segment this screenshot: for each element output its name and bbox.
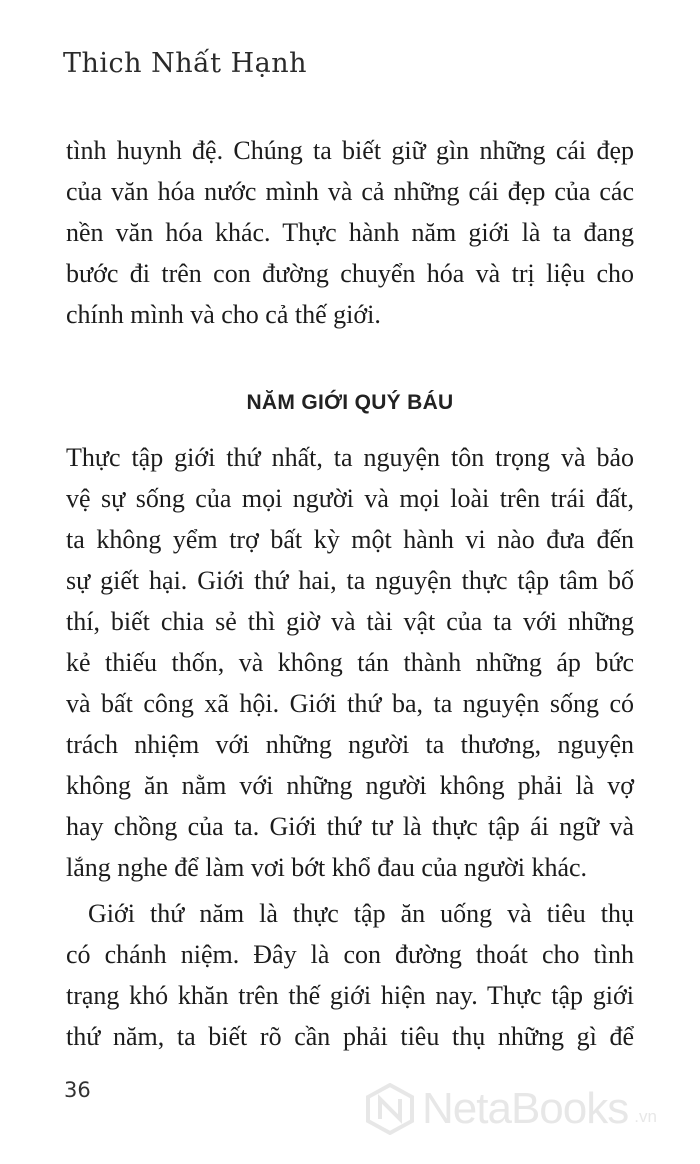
text-line: vệ sự sống của mọi người và mọi loài trên trái đất, (66, 484, 634, 513)
text-line: không ăn nằm với những người không phải là vợ (66, 771, 634, 800)
paragraph-1 (66, 130, 634, 335)
watermark-logo-icon (364, 1083, 416, 1135)
text-line: và bất công xã hội. Giới thứ ba, ta nguyện sống có (66, 689, 634, 718)
text-line: thí, biết chia sẻ thì giờ và tài vật của ta với những (66, 607, 634, 636)
text-line: Thực tập giới thứ nhất, ta nguyện tôn trọng và bảo (66, 443, 634, 472)
text-line: bước đi trên con đường chuyển hóa và trị liệu cho (66, 259, 634, 288)
text-line: tình huynh đệ. Chúng ta biết giữ gìn những cái đẹp (66, 136, 634, 165)
page-number: 36 (64, 1078, 91, 1102)
text-line: của văn hóa nước mình và cả những cái đẹp của các (66, 177, 634, 206)
text-line: nền văn hóa khác. Thực hành năm giới là ta đang (66, 218, 634, 247)
text-line: có chánh niệm. Đây là con đường thoát cho tình (66, 940, 634, 969)
text-line: kẻ thiếu thốn, và không tán thành những áp bức (66, 648, 634, 677)
running-head: Thich Nhất Hạnh (63, 48, 308, 79)
text-line: chính mình và cho cả thế giới. (66, 300, 381, 329)
text-line: sự giết hại. Giới thứ hai, ta nguyện thực tập tâm bố (66, 566, 634, 595)
text-line: thứ năm, ta biết rõ cần phải tiêu thụ những gì để (66, 1022, 634, 1051)
text-line: lắng nghe để làm vơi bớt khổ đau của người khác. (66, 853, 588, 882)
text-line: ta không yểm trợ bất kỳ một hành vi nào đưa đến (66, 525, 634, 554)
text-line: trách nhiệm với những người ta thương, nguyện (66, 730, 634, 759)
text-line: hay chồng của ta. Giới thứ tư là thực tập ái ngữ và (66, 812, 634, 841)
watermark-brand: NetaBooks (422, 1084, 629, 1133)
text-line: Giới thứ năm là thực tập ăn uống và tiêu thụ (88, 899, 634, 928)
section-heading: NĂM GIỚI QUÝ BÁU (246, 391, 454, 414)
paragraph-3 (66, 893, 634, 1057)
watermark-suffix: .vn (634, 1107, 657, 1126)
paragraph-2 (66, 437, 634, 888)
text-line: trạng khó khăn trên thế giới hiện nay. Thực tập giới (66, 981, 634, 1010)
watermark (364, 1083, 657, 1135)
